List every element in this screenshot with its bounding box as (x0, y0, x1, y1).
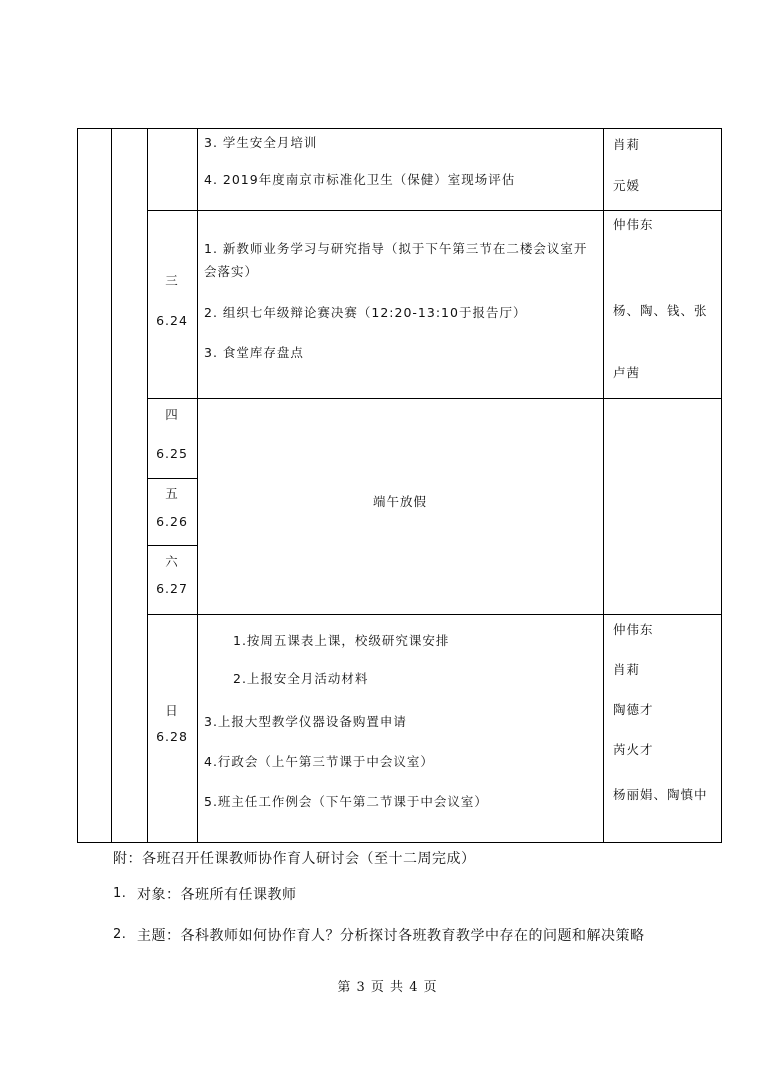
row2-item-1: 1. 新教师业务学习与研究指导（拟于下午第三节在二楼会议室开会落实） (204, 241, 588, 279)
notes-item2-number: 2. (113, 927, 127, 942)
row6-person-5: 杨丽娟、陶慎中 (613, 787, 708, 802)
notes-title: 附：各班召开任课教师协作育人研讨会（至十二周完成） (113, 851, 476, 867)
column-divider-4 (603, 128, 604, 843)
row-divider-2 (147, 398, 722, 399)
row2-day: 三 (165, 273, 179, 288)
row6-person-2: 肖莉 (613, 662, 641, 677)
table-border-top (77, 128, 722, 129)
row-divider-4 (147, 545, 197, 546)
row1-person-2: 元媛 (613, 178, 641, 193)
row6-person-4: 芮火才 (613, 742, 654, 757)
notes-item1-number: 1. (113, 886, 127, 901)
row6-person-3: 陶德才 (613, 702, 654, 717)
row5-date: 6.27 (156, 581, 188, 596)
row-divider-1 (147, 210, 722, 211)
row5-day: 六 (165, 554, 179, 569)
row1-person-1: 肖莉 (613, 137, 641, 152)
row2-item-2: 2. 组织七年级辩论赛决赛（12:20-13:10于报告厅） (204, 305, 527, 320)
holiday-label: 端午放假 (372, 494, 427, 509)
page-footer: 第 3 页 共 4 页 (337, 980, 438, 995)
row1-item-3: 3. 学生安全月培训 (204, 135, 318, 150)
table-border-left (77, 128, 78, 843)
row3-day: 四 (165, 407, 179, 422)
row2-person-3: 卢茜 (613, 365, 641, 380)
schedule-table (77, 128, 722, 843)
row4-date: 6.26 (156, 514, 188, 529)
row6-person-1: 仲伟东 (613, 622, 654, 637)
row6-date: 6.28 (156, 729, 188, 744)
table-border-right (721, 128, 722, 843)
row2-person-2: 杨、陶、钱、张 (613, 303, 708, 318)
row6-item-3: 3.上报大型教学仪器设备购置申请 (204, 714, 407, 729)
column-divider-1 (111, 128, 112, 843)
row6-item-1: 1.按周五课表上课，校级研究课安排 (233, 633, 450, 648)
row6-item-4: 4.行政会（上午第三节课于中会议室） (204, 754, 434, 769)
row1-item-4: 4. 2019年度南京市标准化卫生（保健）室现场评估 (204, 172, 516, 187)
row-divider-3 (147, 478, 197, 479)
row2-date: 6.24 (156, 313, 188, 328)
row4-day: 五 (165, 486, 179, 501)
row3-date: 6.25 (156, 446, 188, 461)
row-divider-5 (147, 614, 722, 615)
row6-item-2: 2.上报安全月活动材料 (233, 671, 369, 686)
notes-item2: 主题：各科教师如何协作育人？分析探讨各班教育教学中存在的问题和解决策略 (137, 928, 645, 944)
row6-item-5: 5.班主任工作例会（下午第二节课于中会议室） (204, 794, 488, 809)
row2-person-1: 仲伟东 (613, 217, 654, 232)
column-divider-3 (197, 128, 198, 843)
row2-item-3: 3. 食堂库存盘点 (204, 345, 304, 360)
notes-item1: 对象：各班所有任课教师 (137, 887, 297, 903)
table-border-bottom (77, 842, 722, 843)
row6-day: 日 (165, 703, 179, 718)
